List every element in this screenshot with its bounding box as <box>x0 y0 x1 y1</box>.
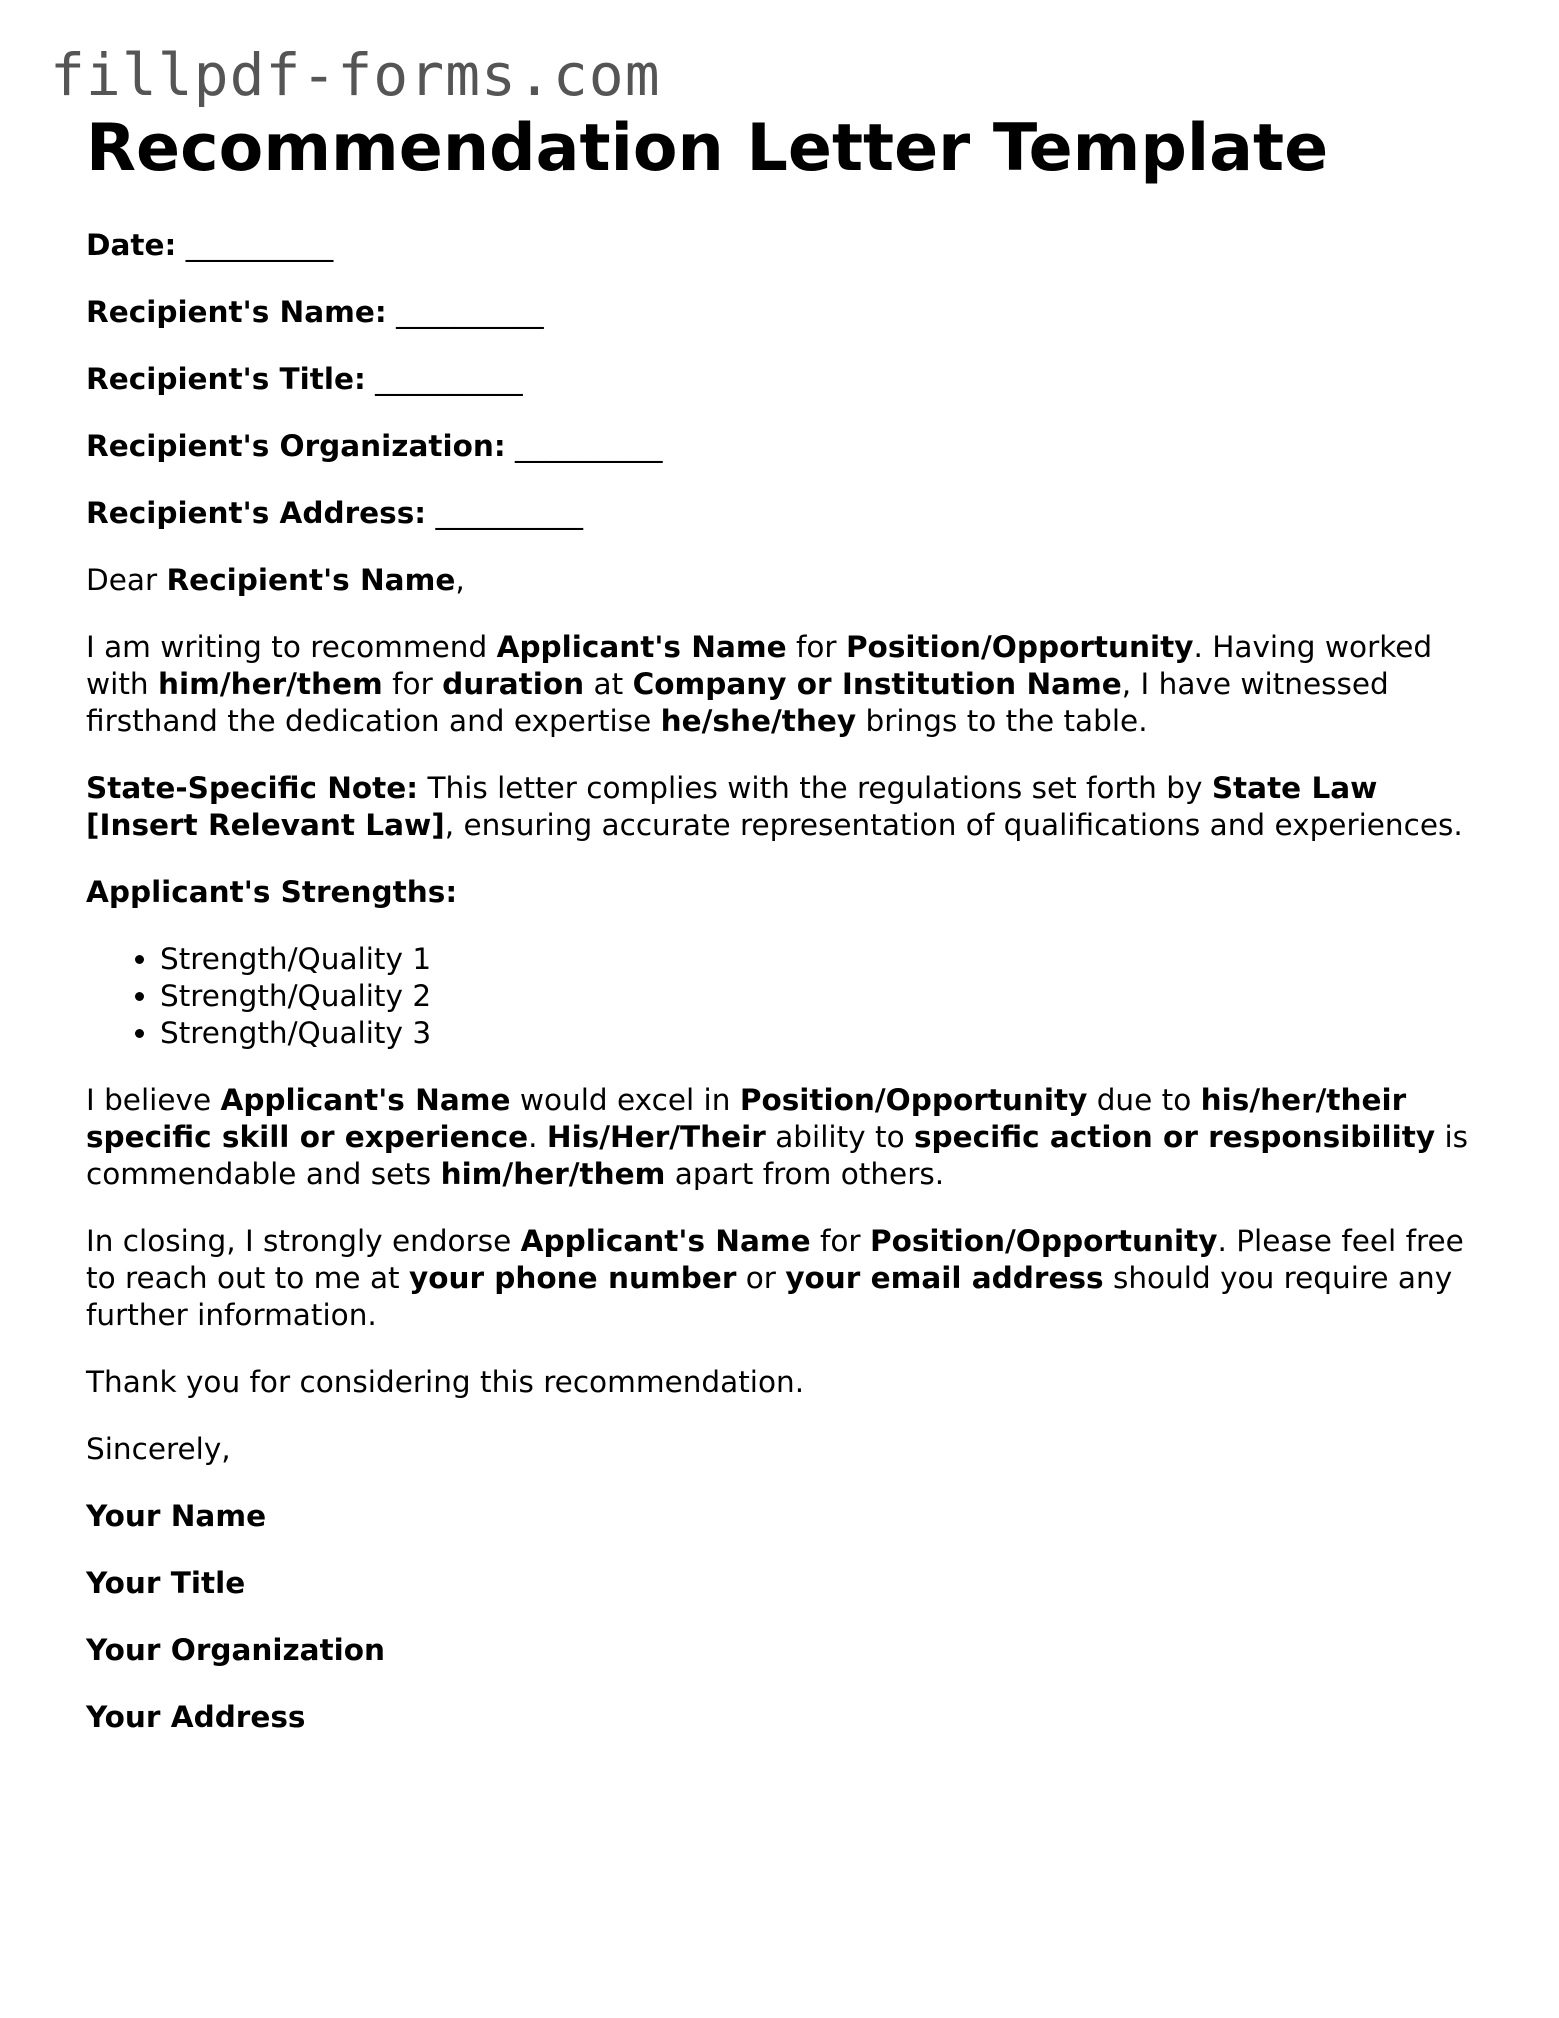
recipient-address-field <box>86 495 1486 532</box>
believe-paragraph <box>86 1082 1486 1193</box>
letter-page <box>86 112 1486 1766</box>
believe-text: due to <box>1087 1082 1201 1117</box>
salutation-dear: Dear <box>86 562 158 597</box>
intro-paragraph <box>86 629 1486 740</box>
placeholder-company: Company or Institution Name <box>632 666 1122 701</box>
intro-text: , I have witnessed firsthand the dedication and expertise <box>86 666 1389 738</box>
placeholder-applicant-name: Applicant's Name <box>496 629 787 664</box>
intro-text: . Having worked with <box>86 629 1433 701</box>
recipient-title-blank[interactable]: __________ <box>375 361 523 396</box>
believe-text: I believe <box>86 1082 221 1117</box>
signature-title-text: Your Title <box>86 1565 246 1600</box>
closing-text: In closing, I strongly endorse <box>86 1223 521 1258</box>
signature-organization <box>86 1632 1486 1669</box>
closing-text: or <box>736 1260 786 1295</box>
closing-paragraph <box>86 1223 1486 1334</box>
believe-text: is commendable and sets <box>86 1119 1469 1191</box>
site-watermark: fillpdf-forms.com <box>50 41 661 109</box>
recipient-name-field <box>86 294 1486 331</box>
placeholder-position: Position/Opportunity <box>739 1082 1088 1117</box>
date-field <box>86 227 1486 264</box>
placeholder-email: your email address <box>785 1260 1104 1295</box>
state-note-text: , ensuring accurate representation of qualifications and experiences. <box>444 807 1463 842</box>
signature-address-text: Your Address <box>86 1699 306 1734</box>
intro-text: at <box>584 666 633 701</box>
recipient-title-field <box>86 361 1486 398</box>
date-blank[interactable]: __________ <box>185 227 334 262</box>
strengths-list <box>86 941 1486 1052</box>
recipient-org-field <box>86 428 1486 465</box>
believe-text: would excel in <box>510 1082 740 1117</box>
placeholder-pronoun-subject: he/she/they <box>660 703 857 738</box>
intro-text: for <box>382 666 443 701</box>
placeholder-pronoun-object: him/her/them <box>157 666 383 701</box>
recipient-address-blank[interactable]: __________ <box>435 495 583 530</box>
thanks-line: Thank you for considering this recommendation. <box>86 1364 805 1399</box>
placeholder-position: Position/Opportunity <box>845 629 1194 664</box>
strengths-heading <box>86 874 1486 911</box>
recipient-name-label: Recipient's Name: <box>86 294 387 329</box>
placeholder-action: specific action or responsibility <box>914 1119 1436 1154</box>
placeholder-skill: his/her/their specific skill or experience <box>86 1082 1407 1154</box>
state-note-paragraph <box>86 770 1486 844</box>
recipient-address-label: Recipient's Address: <box>86 495 427 530</box>
closing-text: should you require any further information. <box>86 1260 1453 1332</box>
believe-text: apart from others. <box>665 1156 945 1191</box>
believe-text: . <box>528 1119 547 1154</box>
intro-text: brings to the table. <box>856 703 1148 738</box>
state-note-label: State-Specific Note: <box>86 770 419 805</box>
placeholder-state-law: State Law [Insert Relevant Law] <box>86 770 1378 842</box>
page-title: Recommendation Letter Template <box>86 111 1329 186</box>
signature-name <box>86 1498 1486 1535</box>
signature-title <box>86 1565 1486 1602</box>
strengths-heading-text: Applicant's Strengths: <box>86 874 458 909</box>
salutation <box>86 562 1486 599</box>
placeholder-position: Position/Opportunity <box>869 1223 1218 1258</box>
placeholder-duration: duration <box>442 666 585 701</box>
placeholder-pronoun-possessive: His/Her/Their <box>546 1119 766 1154</box>
list-item: • Strength/Quality 2 <box>160 978 1486 1015</box>
list-item: • Strength/Quality 3 <box>160 1015 1486 1052</box>
recipient-name-blank[interactable]: __________ <box>396 294 544 329</box>
signature-name-text: Your Name <box>86 1498 267 1533</box>
sincerely-line: Sincerely, <box>86 1431 231 1466</box>
placeholder-pronoun-object: him/her/them <box>440 1156 666 1191</box>
closing-text: . Please feel free to reach out to me at <box>86 1223 1464 1295</box>
recipient-title-label: Recipient's Title: <box>86 361 366 396</box>
date-label: Date: <box>86 227 177 262</box>
recipient-org-blank[interactable]: __________ <box>515 428 663 463</box>
placeholder-applicant-name: Applicant's Name <box>220 1082 511 1117</box>
salutation-comma: , <box>455 562 465 597</box>
list-item: • Strength/Quality 1 <box>160 941 1486 978</box>
intro-text: for <box>786 629 846 664</box>
letter-body <box>86 227 1486 1736</box>
signature-address <box>86 1699 1486 1736</box>
closing-text: for <box>810 1223 870 1258</box>
placeholder-phone: your phone number <box>408 1260 737 1295</box>
salutation-name: Recipient's Name <box>166 562 456 597</box>
intro-text: I am writing to recommend <box>86 629 497 664</box>
placeholder-applicant-name: Applicant's Name <box>520 1223 811 1258</box>
signature-organization-text: Your Organization <box>86 1632 386 1667</box>
state-note-text: This letter complies with the regulations set forth by <box>418 770 1212 805</box>
believe-text: ability to <box>765 1119 914 1154</box>
recipient-org-label: Recipient's Organization: <box>86 428 506 463</box>
